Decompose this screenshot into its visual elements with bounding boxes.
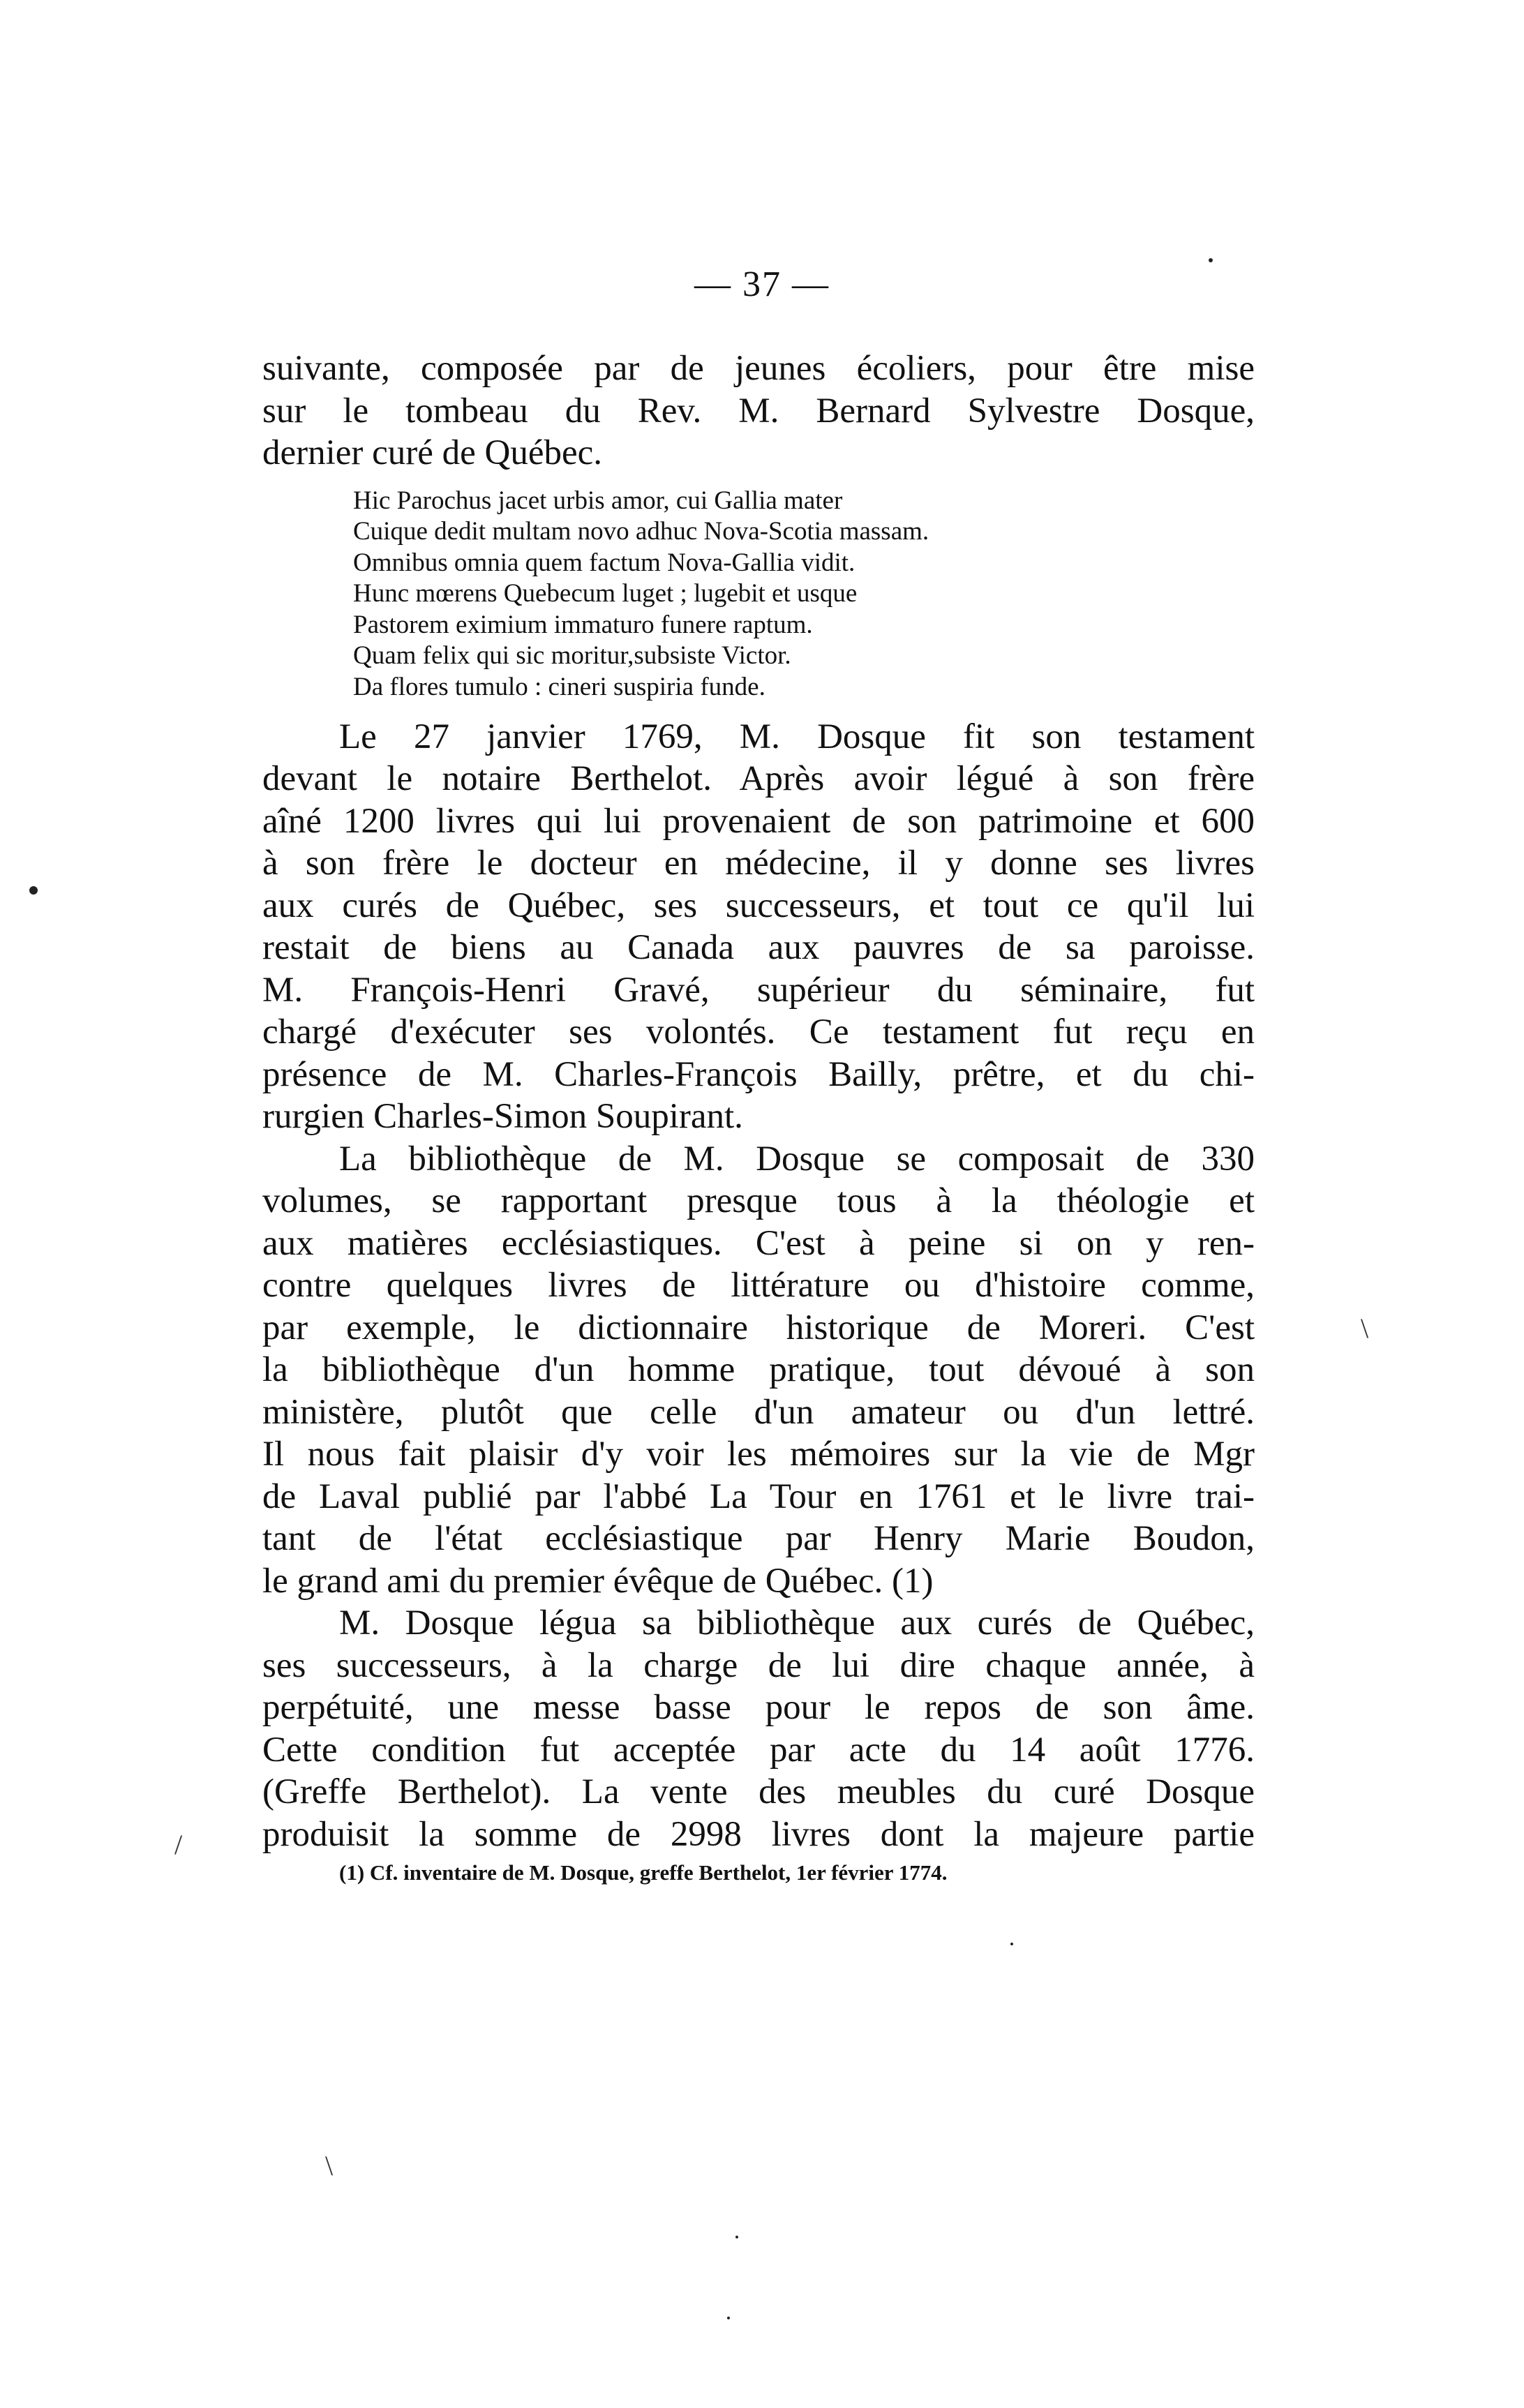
text-line: Il nous fait plaisir d'y voir les mémoires sur la vie de Mgr <box>262 1435 1255 1474</box>
paragraph-testament <box>262 716 1255 1138</box>
text-line: aux curés de Québec, ses successeurs, et tout ce qu'il lui <box>262 885 1255 925</box>
text-line: ministère, plutôt que celle d'un amateur ou d'un lettré. <box>262 1392 1255 1432</box>
page-number: — 37 — <box>694 264 830 304</box>
paragraph-legs <box>262 1602 1255 1855</box>
text-line: Cette condition fut acceptée par acte du 14 août 1776. <box>262 1730 1255 1770</box>
intro-paragraph <box>262 347 1255 474</box>
text-line: aîné 1200 livres qui lui provenaient de son patrimoine et 600 <box>262 801 1255 841</box>
text-line: sur le tombeau du Rev. M. Bernard Sylvestre Dosque, <box>262 391 1255 431</box>
text-line: La bibliothèque de M. Dosque se composait de 330 <box>339 1139 1255 1179</box>
latin-epitaph <box>262 486 1255 703</box>
poem-line: Pastorem eximium immaturo funere raptum. <box>353 610 813 639</box>
text-line: M. François-Henri Gravé, supérieur du séminaire, fut <box>262 970 1255 1010</box>
text-line: produisit la somme de 2998 livres dont la majeure partie <box>262 1814 1255 1854</box>
text-line: devant le notaire Berthelot. Après avoir légué à son frère <box>262 759 1255 799</box>
text-line: Le 27 janvier 1769, M. Dosque fit son testament <box>339 717 1255 756</box>
text-line: la bibliothèque d'un homme pratique, tout dévoué à son <box>262 1350 1255 1390</box>
text-line: tant de l'état ecclésiastique par Henry Marie Boudon, <box>262 1519 1255 1559</box>
paragraph-bibliotheque <box>262 1138 1255 1603</box>
footnote: (1) Cf. inventaire de M. Dosque, greffe Berthelot, 1er février 1774. <box>339 1860 948 1885</box>
scan-speck <box>727 2317 730 2319</box>
text-line: restait de biens au Canada aux pauvres de sa paroisse. <box>262 928 1255 968</box>
poem-line: Hunc mœrens Quebecum luget ; lugebit et usque <box>353 579 858 608</box>
text-line: à son frère le docteur en médecine, il y donne ses livres <box>262 844 1255 883</box>
scan-speck <box>1010 1943 1013 1945</box>
text-line: présence de M. Charles-François Bailly, prêtre, et du chi- <box>262 1054 1255 1094</box>
text-line: suivante, composée par de jeunes écoliers, pour être mise <box>262 349 1255 388</box>
scan-speck <box>29 886 38 895</box>
poem-line: Hic Parochus jacet urbis amor, cui Gallia mater <box>353 486 843 515</box>
text-line: le grand ami du premier évêque de Québec. (1) <box>262 1561 934 1601</box>
text-line: aux matières ecclésiastiques. C'est à peine si on y ren- <box>262 1223 1255 1263</box>
scan-mark: / <box>174 1829 183 1860</box>
text-line: volumes, se rapportant presque tous à la théologie et <box>262 1181 1255 1221</box>
poem-line: Omnibus omnia quem factum Nova-Gallia vidit. <box>353 548 856 577</box>
scan-mark: \ <box>1361 1313 1369 1344</box>
scan-mark: \ <box>325 2150 334 2181</box>
text-line: chargé d'exécuter ses volontés. Ce testament fut reçu en <box>262 1012 1255 1052</box>
text-line: (Greffe Berthelot). La vente des meubles du curé Dosque <box>262 1772 1255 1812</box>
text-line: rurgien Charles-Simon Soupirant. <box>262 1097 743 1137</box>
text-line: dernier curé de Québec. <box>262 433 603 472</box>
text-line: de Laval publié par l'abbé La Tour en 1761 et le livre trai- <box>262 1476 1255 1516</box>
poem-line: Cuique dedit multam novo adhuc Nova-Scotia massam. <box>353 517 929 546</box>
body-text <box>262 347 1255 1855</box>
text-line: M. Dosque légua sa bibliothèque aux curés de Québec, <box>339 1603 1255 1643</box>
text-line: perpétuité, une messe basse pour le repos de son âme. <box>262 1688 1255 1728</box>
scan-speck <box>1209 258 1213 262</box>
text-line: contre quelques livres de littérature ou d'histoire comme, <box>262 1266 1255 1306</box>
text-line: par exemple, le dictionnaire historique de Moreri. C'est <box>262 1308 1255 1347</box>
text-line: ses successeurs, à la charge de lui dire chaque année, à <box>262 1645 1255 1685</box>
poem-line: Quam felix qui sic moritur,subsiste Victor. <box>353 641 791 671</box>
poem-line: Da flores tumulo : cineri suspiria funde. <box>353 673 765 702</box>
scan-speck <box>735 2236 738 2238</box>
